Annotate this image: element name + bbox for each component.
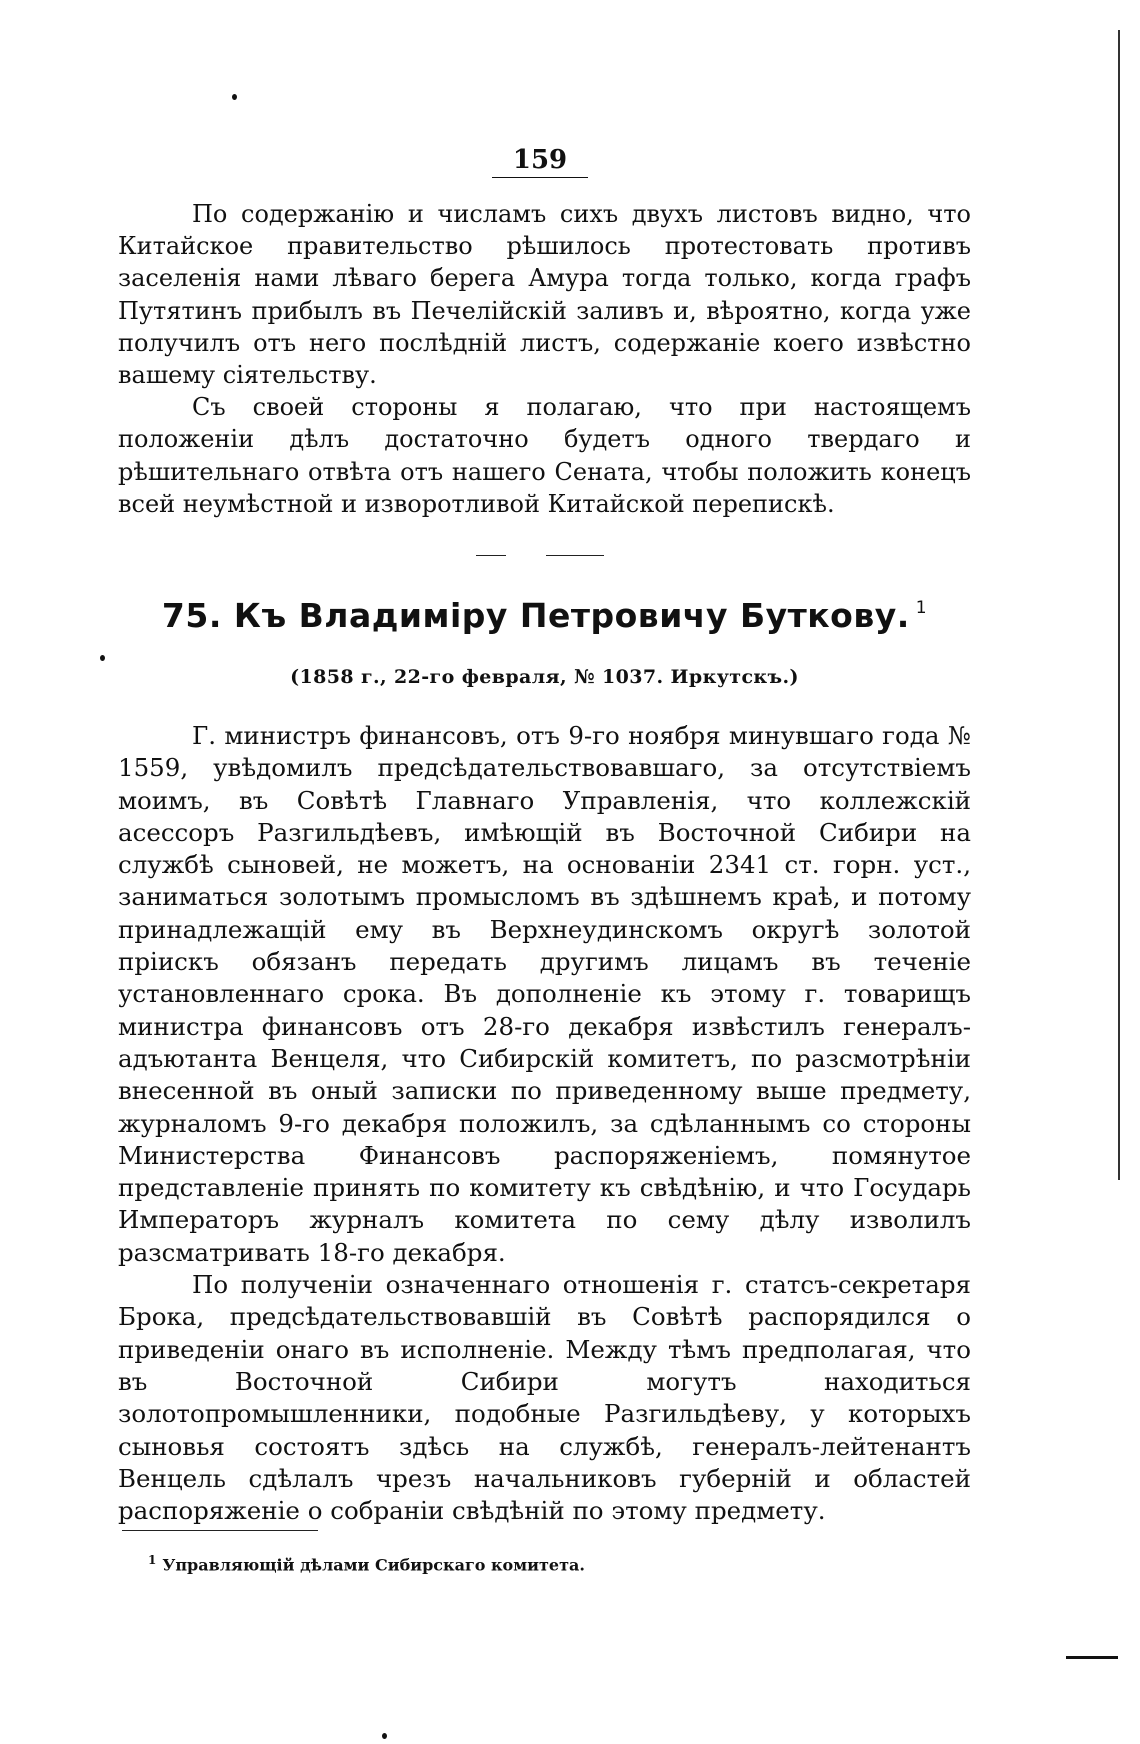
text-block-top <box>118 198 971 520</box>
edge-mark <box>1066 1656 1118 1659</box>
footnote <box>148 1553 585 1574</box>
footnote-reference: 1 <box>915 598 928 618</box>
section-separator <box>476 555 506 556</box>
paragraph: Г. министръ финансовъ, отъ 9-го ноября минувшаго года № 1559, увѣдомилъ предсѣдательствовавшаго, за отсутствіемъ моимъ, въ Совѣтѣ Главнаго Управленія, что коллежскій асессоръ Разгильдѣевъ, имѣющій въ Восточной Сибири на службѣ сыновей, не можетъ, на основаніи 2341 ст. горн. уст., заниматься золотымъ промысломъ въ здѣшнемъ краѣ, и потому принадлежащій ему въ Верхнеудинскомъ округѣ золотой пріискъ обязанъ передать другимъ лицамъ въ теченіе установленнаго срока. Въ дополненіе къ этому г. товарищъ министра финансовъ отъ 28-го декабря извѣстилъ генералъ-адъютанта Венцеля, что Сибирскій комитетъ, по разсмотрѣніи внесенной въ оный записки по приведенному выше предмету, журналомъ 9-го декабря положилъ, за сдѣланнымъ со стороны Министерства Финансовъ распоряженіемъ, помянутое представленіе принять по комитету къ свѣдѣнію, и что Государь Императоръ журналъ комитета по сему дѣлу изволилъ разсматривать 18-го декабря. <box>118 721 971 1267</box>
footnote-rule <box>122 1530 318 1531</box>
page-number: 159 <box>492 145 588 178</box>
letter-body <box>118 720 971 1527</box>
footnote-text: Управляющій дѣлами Сибирскаго комитета. <box>162 1555 585 1575</box>
letter-heading-text: 75. Къ Владиміру Петровичу Буткову. <box>161 596 910 635</box>
speck <box>382 1733 387 1739</box>
speck <box>100 655 105 661</box>
footnote-mark: 1 <box>148 1553 157 1567</box>
right-edge-line <box>1118 30 1120 1180</box>
paragraph: По полученіи означеннаго отношенія г. статсъ-секретаря Брока, предсѣдательствовавшій въ Совѣтѣ распорядился о приведеніи онаго въ исполненіе. Между тѣмъ предполагая, что въ Восточной Сибири могутъ находиться золотопромышленники, подобные Разгильдѣеву, у которыхъ сыновья состоятъ здѣсь на службѣ, генералъ-лейтенантъ Венцель сдѣлалъ чрезъ начальниковъ губерній и областей распоряженіе о собраніи свѣдѣній по этому предмету. <box>118 1270 971 1526</box>
speck <box>232 94 237 100</box>
paragraph: По содержанію и числамъ сихъ двухъ листовъ видно, что Китайское правительство рѣшилось протестовать противъ заселенія нами лѣваго берега Амура тогда только, когда графъ Путятинъ прибылъ въ Печелійскій заливъ и, вѣроятно, когда уже получилъ отъ него послѣдній листъ, содержаніе коего извѣстно вашему сіятельству. <box>118 200 971 390</box>
letter-heading <box>118 596 971 635</box>
section-separator <box>546 555 604 556</box>
paragraph: Съ своей стороны я полагаю, что при настоящемъ положеніи дѣлъ достаточно будетъ одного твердаго и рѣшительнаго отвѣта отъ нашего Сената, чтобы положить конецъ всей неумѣстной и изворотливой Китайской перепискѣ. <box>118 393 971 518</box>
letter-dateline: (1858 г., 22-го февраля, № 1037. Иркутскъ.) <box>290 666 799 688</box>
